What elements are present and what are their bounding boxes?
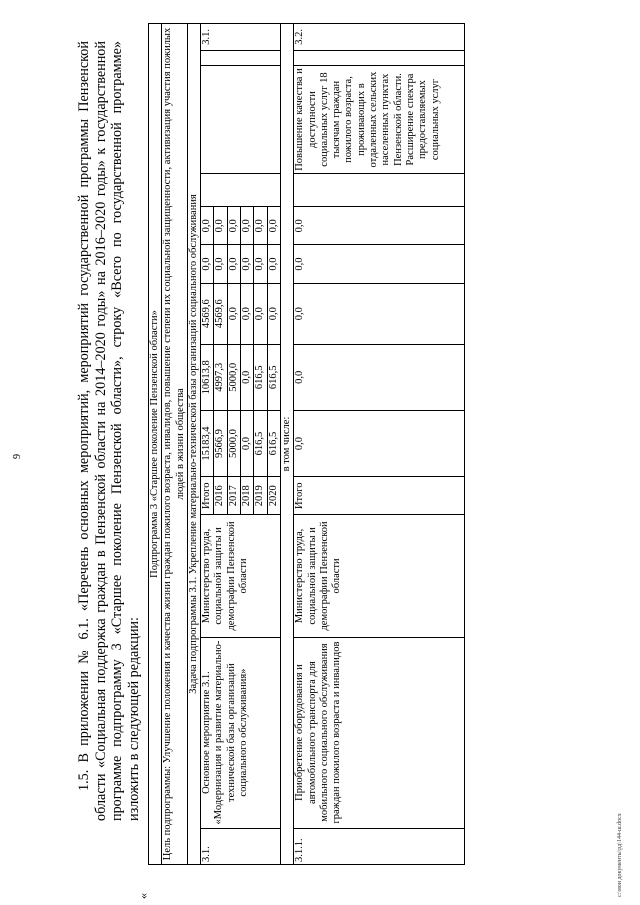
value-cell: 0,0 (254, 283, 267, 344)
value-cell: 4997,3 (214, 344, 227, 410)
value-cell: 15183,4 (201, 410, 214, 476)
row-3-1-name: Основное мероприятие 3.1. «Модернизация и развитие материально-технической базы организаций социального обслуживания» (201, 637, 281, 828)
value-cell: 0,0 (294, 344, 465, 410)
value-cell: 0,0 (214, 245, 227, 283)
year-cell: Итого (294, 477, 465, 515)
value-cell: 0,0 (227, 245, 240, 283)
value-cell: 0,0 (254, 245, 267, 283)
value-cell: 0,0 (267, 283, 280, 344)
year-cell: 2020 (267, 477, 280, 515)
value-cell: 4569,6 (214, 283, 227, 344)
value-cell: 4569,6 (201, 283, 214, 344)
row-3-1-1-indicator: 3.2. (294, 24, 465, 51)
value-cell: 0,0 (241, 245, 254, 283)
subprogram-goal: Цель подпрограммы: Улучшение положения и качества жизни граждан пожилого возраста, инвалидов, повышение степени их социальной защищенности, активизация участия пожилых людей в жизни общества (162, 24, 188, 865)
value-cell: 0,0 (241, 207, 254, 245)
value-cell: 0,0 (201, 245, 214, 283)
value-cell: 0,0 (254, 207, 267, 245)
year-cell: 2017 (227, 477, 240, 515)
value-cell: 0,0 (267, 245, 280, 283)
row-3-1-executor: Министерство труда, социальной защиты и демографии Пензенской области (201, 515, 281, 637)
value-cell: 616,5 (267, 410, 280, 476)
value-cell: 0,0 (241, 283, 254, 344)
year-cell: 2019 (254, 477, 267, 515)
value-cell: 0,0 (201, 207, 214, 245)
value-cell: 616,5 (254, 410, 267, 476)
row-3-1-indicator: 3.1. (201, 24, 281, 51)
value-cell: 616,5 (254, 344, 267, 410)
value-cell: 0,0 (294, 283, 465, 344)
year-cell: Итого (201, 477, 214, 515)
row-3-1-1-name: Приобретение оборудования и автомобильного транспорта для мобильного социального обслуживания граждан пожилого возраста и инвалидов (294, 637, 465, 828)
value-cell: 0,0 (241, 410, 254, 476)
value-cell: 0,0 (227, 283, 240, 344)
value-cell: 9566,9 (214, 410, 227, 476)
value-cell: 0,0 (294, 207, 465, 245)
year-cell: 2018 (241, 477, 254, 515)
value-cell: 616,5 (267, 344, 280, 410)
row-3-1-num: 3.1. (201, 828, 281, 864)
value-cell: 0,0 (214, 207, 227, 245)
row-3-1-1-num: 3.1.1. (294, 828, 465, 864)
measures-table (148, 23, 465, 865)
value-cell: 0,0 (267, 207, 280, 245)
opening-quote: « (136, 893, 150, 899)
intro-paragraph: 1.5. В приложении № 6.1. «Перечень основных мероприятий, мероприятий государственной программы Пензенской области «Социальная поддержка граждан в Пензенской области на 2014–2020 годы» на 2016–2020 годы» к государственной программе подпрограмму 3 «Старшее поколение Пензенской области», строку «Всего по государственной программе» изложить в следующей редакции: (76, 41, 142, 821)
value-cell: 5000,0 (227, 344, 240, 410)
value-cell: 0,0 (294, 410, 465, 476)
file-path: c:\мои документы\рд\144-ш.docx (617, 813, 623, 897)
row-3-1-1-result: Повышение качества и доступности социальных услуг 18 тысячам граждан пожилого возраста, проживающих в отдаленных сельских населенных пунктах Пензенской области. Расширение спектра предоставляемых социальных услуг (294, 65, 465, 173)
value-cell: 5000,0 (227, 410, 240, 476)
subprogram-title: Подпрограмма 3 «Старшее поколение Пензенской области» (149, 24, 162, 865)
value-cell: 0,0 (227, 207, 240, 245)
in-that-number: в том числе: (280, 24, 293, 865)
value-cell: 0,0 (294, 245, 465, 283)
row-3-1-1-executor: Министерство труда, социальной защиты и демографии Пензенской области (294, 515, 465, 637)
year-cell: 2016 (214, 477, 227, 515)
subprogram-task: Задача подпрограммы 3.1. Укрепление материально-технической базы организаций социального обслуживания (187, 24, 200, 865)
value-cell: 0,0 (241, 344, 254, 410)
page-number: 9 (12, 454, 23, 459)
value-cell: 10613,8 (201, 344, 214, 410)
